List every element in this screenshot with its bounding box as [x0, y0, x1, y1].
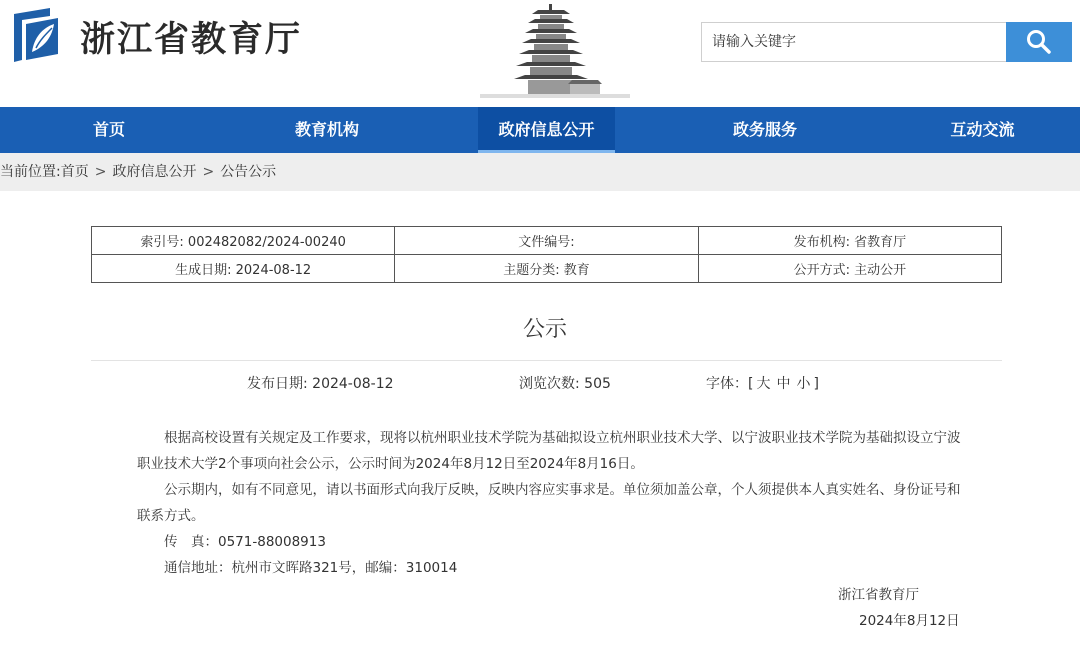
breadcrumb-link-gov-info[interactable]: 政府信息公开: [112, 164, 197, 180]
search-box: [701, 22, 1006, 62]
breadcrumb-link-home[interactable]: 首页: [60, 164, 89, 180]
article-paragraph: 根据高校设置有关规定及工作要求，现将以杭州职业技术学院为基础拟设立杭州职业技术大学、以宁波职业技术学院为基础拟设立宁波职业技术大学2个事项向社会公示，公示时间为2024年8月12日至2024年8月16日。: [137, 430, 961, 472]
article-title: 公示: [522, 317, 567, 342]
meta-disclosure: 公开方式: 主动公开: [698, 255, 1001, 283]
font-medium-button[interactable]: 中: [776, 376, 791, 392]
font-large-button[interactable]: 大: [756, 376, 771, 392]
nav-item-gov-info[interactable]: 政府信息公开: [478, 107, 615, 153]
article-paragraph: 公示期内，如有不同意见，请以书面形式向我厅反映，反映内容应实事求是。单位须加盖公章，个人须提供本人真实姓名、身份证号和联系方式。: [137, 482, 961, 524]
search-button[interactable]: [1006, 22, 1072, 62]
meta-created-date: 生成日期: 2024-08-12: [92, 255, 395, 283]
site-title: 浙江省教育厅: [80, 19, 303, 60]
signature-date: 2024年8月12日: [859, 613, 960, 629]
nav-item-home[interactable]: 首页: [92, 120, 125, 139]
meta-doc-no: 文件编号:: [395, 227, 698, 255]
search-icon: [1026, 29, 1052, 55]
nav-item-services[interactable]: 政务服务: [732, 120, 797, 139]
breadcrumb: [0, 153, 1080, 191]
site-logo-icon[interactable]: [10, 6, 64, 64]
main-nav: [0, 107, 1080, 153]
signature-org: 浙江省教育厅: [838, 587, 919, 603]
font-size-label: 字体：[: [706, 376, 754, 392]
table-row: [92, 255, 1002, 283]
font-size-switcher: [706, 373, 819, 393]
nav-item-interaction[interactable]: 互动交流: [950, 120, 1015, 139]
view-count: 浏览次数: 505: [519, 376, 611, 392]
document-meta-table: [91, 226, 1002, 283]
font-small-button[interactable]: 小: [796, 376, 811, 392]
site-header: [0, 0, 1080, 107]
article-body: [137, 425, 964, 581]
divider: [91, 360, 1002, 361]
meta-index-no: 索引号: 002482082/2024-00240: [92, 227, 395, 255]
meta-publisher: 发布机构: 省教育厅: [698, 227, 1001, 255]
breadcrumb-link-notices[interactable]: 公告公示: [220, 164, 277, 180]
font-size-close: ]: [813, 376, 819, 392]
table-row: [92, 227, 1002, 255]
breadcrumb-separator: >: [94, 164, 107, 180]
nav-item-institutions[interactable]: 教育机构: [294, 120, 359, 139]
meta-topic: 主题分类: 教育: [395, 255, 698, 283]
breadcrumb-prefix: 当前位置:: [0, 164, 61, 180]
contact-fax: 传 真：0571-88008913: [164, 534, 326, 550]
publish-date: 发布日期: 2024-08-12: [247, 376, 394, 392]
search-input[interactable]: [702, 23, 1006, 61]
pagoda-image: [470, 0, 640, 106]
breadcrumb-separator: >: [202, 164, 215, 180]
contact-address: 通信地址：杭州市文晖路321号，邮编：310014: [164, 560, 458, 576]
